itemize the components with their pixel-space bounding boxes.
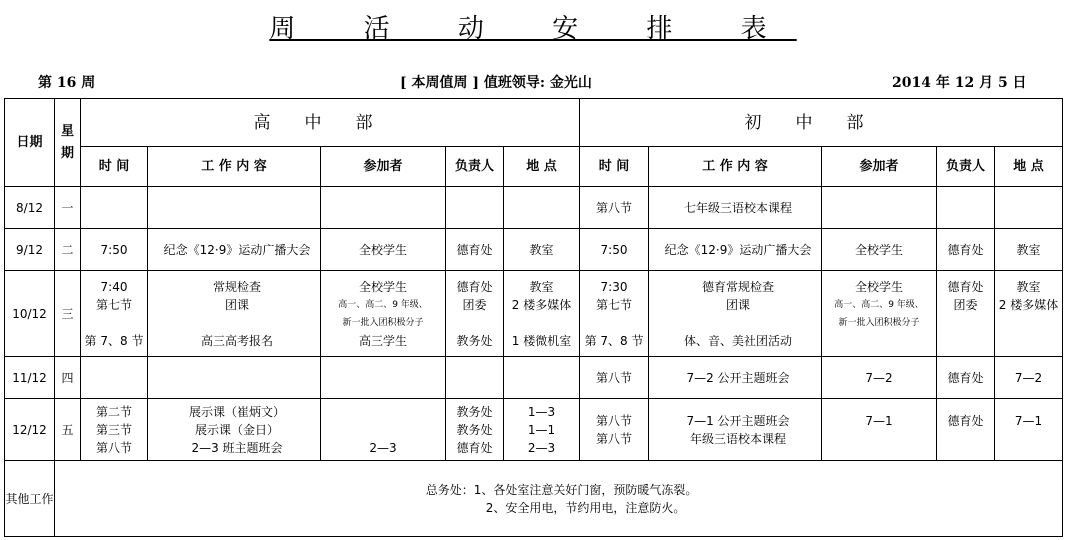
cell-line: 体、音、美社团活动	[684, 333, 793, 348]
cell-line: 德育处	[456, 242, 493, 257]
other-work-content	[55, 461, 1063, 537]
high-owner-cell	[446, 399, 504, 461]
cell-line: 团委	[953, 297, 978, 312]
cell-line	[822, 430, 936, 448]
cell-line	[995, 314, 1062, 332]
cell-line: 七年级三语校本课程	[684, 200, 793, 215]
cell-line: 2 楼多媒体	[998, 297, 1059, 312]
high-owner-cell	[446, 187, 504, 229]
cell-line: 教室	[529, 242, 554, 257]
col-junior-participants: 参加者	[822, 147, 937, 187]
high-time-cell	[81, 229, 148, 271]
cell-line: 德育处	[947, 370, 984, 385]
row-date: 9/12	[5, 229, 55, 271]
report-date: 2014 年 12 月 5 日	[892, 75, 1027, 91]
cell-line: 第三节	[95, 422, 132, 437]
cell-line: 第七节	[596, 297, 633, 312]
junior-content-cell	[649, 229, 822, 271]
junior-owner-cell	[937, 357, 995, 399]
junior-place-cell	[995, 229, 1063, 271]
row-date: 10/12	[5, 271, 55, 357]
junior-place-cell	[995, 271, 1063, 357]
cell-line: 7—1	[865, 413, 893, 428]
high-time-cell	[81, 399, 148, 461]
cell-line: 德育处	[947, 413, 984, 428]
junior-time-cell	[580, 271, 649, 357]
high-content-cell	[148, 187, 321, 229]
high-place-cell	[504, 399, 580, 461]
page-title: 周 活 动 安 排 表	[269, 14, 797, 44]
junior-participants-cell	[822, 187, 937, 229]
section-high-school: 高中部	[81, 99, 580, 147]
cell-line: 全校学生	[855, 242, 904, 257]
high-participants-cell	[321, 357, 446, 399]
junior-place-cell	[995, 187, 1063, 229]
cell-line: 1—3	[527, 404, 556, 419]
cell-line: 团课	[224, 297, 249, 312]
cell-line: 第八节	[596, 431, 633, 446]
cell-line: 纪念《12·9》运动广播大会	[163, 242, 311, 257]
cell-line: 全校学生	[855, 279, 904, 294]
junior-owner-cell	[937, 187, 995, 229]
col-high-owner: 负责人	[446, 147, 504, 187]
cell-line: 2—3	[369, 440, 397, 455]
cell-line: 高三高考报名	[200, 333, 273, 348]
cell-line: 1—1	[527, 422, 556, 437]
junior-time-cell	[580, 187, 649, 229]
section-junior-school: 初中部	[580, 99, 1063, 147]
junior-owner-cell	[937, 271, 995, 357]
high-owner-cell	[446, 357, 504, 399]
high-owner-cell	[446, 229, 504, 271]
cell-line: 7:40	[100, 279, 128, 294]
junior-time-cell	[580, 357, 649, 399]
other-line: 总务处：1、各处室注意关好门窗，预防暖气冻裂。	[425, 482, 698, 497]
cell-line: 德育处	[947, 242, 984, 257]
high-participants-cell	[321, 271, 446, 357]
cell-line: 第七节	[95, 297, 132, 312]
junior-participants-cell	[822, 229, 937, 271]
table-row	[5, 229, 1063, 271]
table-row	[5, 357, 1063, 399]
duty-leader: [ 本周值周 ] 值班领导: 金光山	[400, 75, 592, 91]
high-time-cell	[81, 357, 148, 399]
cell-line	[822, 332, 936, 350]
cell-line: 全校学生	[358, 242, 407, 257]
junior-time-cell	[580, 399, 649, 461]
col-high-time: 时 间	[81, 147, 148, 187]
junior-participants-cell	[822, 399, 937, 461]
cell-line: 第 7、8 节	[84, 333, 144, 348]
junior-time-cell	[580, 229, 649, 271]
cell-line: 教室	[1016, 242, 1041, 257]
cell-line: 教务处	[456, 333, 493, 348]
cell-line: 7:50	[600, 242, 628, 257]
cell-line: 展示课（崔炳文）	[188, 404, 285, 419]
table-row	[5, 271, 1063, 357]
cell-line	[504, 314, 579, 332]
junior-content-cell	[649, 399, 822, 461]
cell-line: 第 7、8 节	[584, 333, 644, 348]
high-content-cell	[148, 229, 321, 271]
cell-line: 第八节	[596, 370, 633, 385]
col-high-place: 地 点	[504, 147, 580, 187]
junior-content-cell	[649, 187, 822, 229]
cell-line: 第八节	[596, 200, 633, 215]
cell-line	[655, 314, 821, 332]
schedule-table	[4, 98, 1063, 537]
col-weekday: 星 期	[55, 99, 81, 187]
cell-line: 第八节	[596, 413, 633, 428]
cell-line: 团委	[462, 297, 487, 312]
cell-line: 高一、高二、9 年级、	[338, 299, 428, 310]
cell-line: 展示课（金日）	[194, 422, 279, 437]
junior-owner-cell	[937, 229, 995, 271]
cell-line: 7—2	[865, 370, 893, 385]
table-row	[5, 187, 1063, 229]
other-line: 2、安全用电，节约用电，注意防火。	[485, 500, 686, 515]
cell-line: 全校学生	[358, 279, 407, 294]
high-place-cell	[504, 187, 580, 229]
high-content-cell	[148, 357, 321, 399]
row-weekday: 五	[55, 399, 81, 461]
col-date: 日期	[5, 99, 55, 187]
cell-line: 第二节	[95, 404, 132, 419]
high-participants-cell	[321, 399, 446, 461]
cell-line: 德育处	[456, 279, 493, 294]
cell-line	[995, 332, 1062, 350]
cell-line: 7—1	[1014, 413, 1043, 428]
cell-line: 高三学生	[358, 333, 407, 348]
junior-participants-cell	[822, 271, 937, 357]
col-junior-time: 时 间	[580, 147, 649, 187]
row-date: 12/12	[5, 399, 55, 461]
col-junior-place: 地 点	[995, 147, 1063, 187]
cell-line: 德育处	[456, 440, 493, 455]
cell-line: 2 楼多媒体	[511, 297, 572, 312]
cell-line: 年级三语校本课程	[690, 431, 787, 446]
row-weekday: 二	[55, 229, 81, 271]
cell-line: 常规检查	[212, 279, 261, 294]
cell-line	[321, 403, 445, 421]
cell-line: 7—2 公开主题班会	[686, 370, 790, 385]
cell-line: 7—2	[1014, 370, 1043, 385]
row-weekday: 一	[55, 187, 81, 229]
row-date: 11/12	[5, 357, 55, 399]
cell-line: 1 楼微机室	[511, 333, 572, 348]
cell-line	[81, 314, 147, 332]
col-high-content: 工 作 内 容	[148, 147, 321, 187]
cell-line: 7—1 公开主题班会	[686, 413, 790, 428]
cell-line: 第八节	[95, 440, 132, 455]
cell-line: 2—3 班主题班会	[191, 440, 283, 455]
cell-line: 新一批入团积极分子	[838, 317, 920, 328]
junior-content-cell	[649, 271, 822, 357]
cell-line: 团课	[726, 297, 751, 312]
junior-content-cell	[649, 357, 822, 399]
cell-line: 德育处	[947, 279, 984, 294]
cell-line	[321, 421, 445, 439]
cell-line: 7:30	[600, 279, 628, 294]
row-date: 8/12	[5, 187, 55, 229]
cell-line: 教室	[1016, 279, 1041, 294]
week-label: 第 16 周	[38, 75, 96, 91]
cell-line: 教室	[529, 279, 554, 294]
cell-line: 德育常规检查	[702, 279, 775, 294]
table-row	[5, 399, 1063, 461]
junior-place-cell	[995, 357, 1063, 399]
col-high-participants: 参加者	[321, 147, 446, 187]
high-place-cell	[504, 271, 580, 357]
cell-line: 7:50	[100, 242, 128, 257]
cell-line: 教务处	[456, 404, 493, 419]
high-content-cell	[148, 271, 321, 357]
high-content-cell	[148, 399, 321, 461]
cell-line	[937, 430, 994, 448]
cell-line	[580, 314, 648, 332]
cell-line	[937, 332, 994, 350]
cell-line: 教务处	[456, 422, 493, 437]
cell-line	[937, 314, 994, 332]
high-place-cell	[504, 357, 580, 399]
high-time-cell	[81, 271, 148, 357]
col-junior-owner: 负责人	[937, 147, 995, 187]
row-weekday: 三	[55, 271, 81, 357]
high-time-cell	[81, 187, 148, 229]
high-place-cell	[504, 229, 580, 271]
junior-place-cell	[995, 399, 1063, 461]
row-weekday: 四	[55, 357, 81, 399]
col-junior-content: 工 作 内 容	[649, 147, 822, 187]
junior-participants-cell	[822, 357, 937, 399]
high-owner-cell	[446, 271, 504, 357]
high-participants-cell	[321, 229, 446, 271]
junior-owner-cell	[937, 399, 995, 461]
cell-line: 2—3	[527, 440, 556, 455]
cell-line	[154, 314, 320, 332]
other-work-label: 其他工作	[5, 461, 55, 537]
cell-line	[446, 314, 503, 332]
cell-line	[995, 430, 1062, 448]
cell-line: 高一、高二、9 年级、	[834, 299, 924, 310]
cell-line: 纪念《12·9》运动广播大会	[664, 242, 812, 257]
high-participants-cell	[321, 187, 446, 229]
cell-line: 新一批入团积极分子	[342, 317, 424, 328]
